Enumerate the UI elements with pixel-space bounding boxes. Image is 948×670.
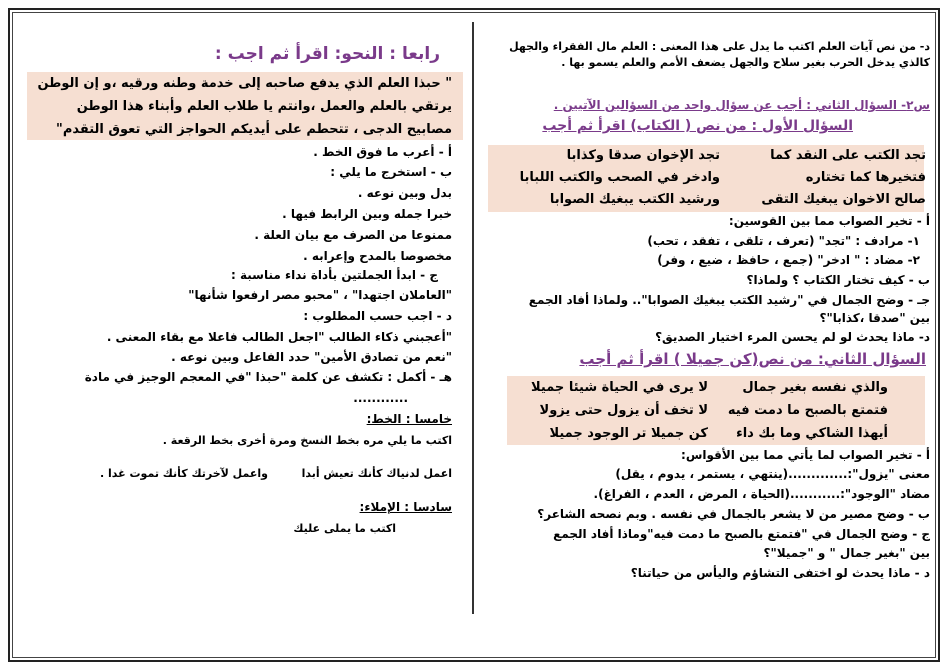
jamil-question-a: أ - تخير الصواب لما يأتي مما بين الأقواس: [681, 448, 930, 462]
kitab-verse-3a: صالح الاخوان يبغيك التقى [761, 192, 926, 207]
column-divider [472, 22, 474, 614]
jamil-question-c-line-2: بين "بغير جمال " و "جميلا"؟ [763, 546, 930, 560]
kitab-question-a1: ١- مرادف : "تجد" (تعرف ، تلقى ، تفقد ، تحب) [647, 234, 920, 248]
jamil-verse-1b: لا يرى في الحياة شيئا جميلا [531, 380, 708, 395]
kitab-question-c-line-1: جـ - وضح الجمال في "رشيد الكتب يبغيك الصوابا".. ولماذا أفاد الجمع [528, 293, 930, 307]
question-d-line-1: د- من نص آيات العلم اكتب ما يدل على هذا المعنى : العلم مال الفقراء والجهل [509, 40, 930, 53]
grammar-question-d: د - اجب حسب المطلوب : [303, 309, 452, 323]
jamil-question-a1: معنى "يزول":.............(ينتهي ، يستمر ، يدوم ، يقل) [615, 467, 930, 481]
grammar-question-c: ج - ابدأ الجملتين بأداة نداء مناسبة : [230, 268, 438, 282]
grammar-question-d1: "أعجبني ذكاء الطالب "اجعل الطالب فاعلا مع بقاء المعنى . [106, 330, 452, 344]
grammar-question-c1: "العاملان اجتهدا" ، "محبو مصر ارفعوا شأنها" [188, 288, 452, 302]
grammar-question-b4: مخصوصا بالمدح وإعرابه . [303, 249, 452, 263]
kitab-verse-2b: وادخر في الصحب والكتب اللبابا [519, 170, 720, 185]
handwriting-text-b: واعمل لآخرتك كأنك تموت غدا . [100, 467, 268, 480]
grammar-passage-line-3: مصابيح الدجى ، تتحطم على أيديكم الحواجز التي تعوق التقدم" [56, 122, 452, 137]
grammar-question-a: أ - أعرب ما فوق الخط . [313, 145, 452, 159]
jamil-verse-3b: كن جميلا تر الوجود جميلا [549, 426, 708, 441]
kitab-verse-1a: تجد الكتب على النقد كما [770, 148, 926, 163]
jamil-question-c-line-1: ج - وضح الجمال في "فتمتع بالصبح ما دمت فيه"وماذا أفاد الجمع [553, 527, 930, 541]
dictation-task: اكتب ما يملى عليك [293, 522, 396, 535]
jamil-verse-3a: أيهذا الشاكي وما بك داء [736, 426, 888, 441]
grammar-passage-line-2: يرتقي بالعلم والعمل ،وانتم يا طلاب العلم وأبناء هذا الوطن [76, 99, 452, 114]
grammar-question-d2: "نعم من تصادق الأمين" حدد الفاعل وبين نوعه . [171, 350, 452, 364]
jamil-question-a2: مضاد "الوجود":...........(الحياة ، المرض ، العدم ، الفراغ). [593, 487, 930, 501]
jamil-verse-2a: فتمتع بالصبح ما دمت فيه [727, 403, 888, 418]
dictation-heading: سادسا : الإملاء: [359, 500, 452, 514]
grammar-question-b2: خبرا جمله وبين الرابط فيها . [282, 207, 452, 221]
grammar-question-b: ب - استخرج ما يلي : [330, 165, 452, 179]
first-question-heading: السؤال الأول : من نص ( الكتاب) اقرأ ثم أجب [542, 118, 853, 134]
question-2-heading: س٢- السؤال الثاني : أجب عن سؤال واحد من السؤالين الآتيين . [553, 98, 930, 112]
question-d-line-2: كالذي يدخل الحرب بغير سلاح والجهل يضعف الأمم والعلم يسمو بها . [561, 56, 930, 69]
handwriting-task: اكتب ما يلي مره بخط النسخ ومرة أخرى بخط الرقعة . [162, 434, 452, 447]
jamil-verse-2b: لا تخف أن يزول حتى يزولا [539, 403, 708, 418]
handwriting-heading: خامسا : الخط: [366, 412, 452, 426]
grammar-question-e-dots: ............ [353, 391, 408, 405]
kitab-question-d: د- ماذا يحدث لو لم يحسن المرء اختيار الصديق؟ [655, 330, 930, 344]
handwriting-text-a: اعمل لدنياك كأنك تعيش أبدا [301, 467, 452, 480]
second-question-heading: السؤال الثاني: من نص(كن جميلا ) اقرأ ثم أجب [579, 350, 926, 368]
kitab-verse-2a: فتخيرها كما تختاره [805, 170, 926, 185]
kitab-question-b: ب - كيف تختار الكتاب ؟ ولماذا؟ [746, 273, 930, 287]
kitab-question-a2: ٢- مضاد : " ادخر" (جمع ، حافظ ، ضيع ، وفر) [657, 253, 920, 267]
grammar-question-b1: بدل وبين نوعه . [357, 186, 452, 200]
grammar-passage-line-1: " حبذا العلم الذي يدفع صاحبه إلى خدمة وطنه ورقيه ،و إن الوطن [37, 76, 452, 91]
jamil-question-d: د - ماذا يحدث لو اختفى التشاؤم واليأس من حياتنا؟ [630, 566, 930, 580]
kitab-verse-3b: ورشيد الكتب يبغيك الصوابا [549, 192, 720, 207]
jamil-question-b: ب - وضح مصير من لا يشعر بالجمال في نفسه . وبم نصحه الشاعر؟ [537, 507, 930, 521]
grammar-heading: رابعا : النحو: اقرأ ثم اجب : [214, 44, 440, 64]
jamil-verse-1a: والذي نفسه بغير جمال [742, 380, 888, 395]
kitab-verse-1b: تجد الإخوان صدقا وكذابا [566, 148, 720, 163]
kitab-question-c-line-2: بين "صدقا ،كذابا"؟ [819, 311, 930, 325]
kitab-question-a: أ - تخير الصواب مما بين القوسين: [728, 214, 930, 228]
grammar-question-e: هـ - أكمل : تكشف عن كلمة "حبذا "في المعجم الوجيز في مادة [84, 370, 452, 384]
grammar-question-b3: ممنوعا من الصرف مع بيان العلة . [254, 228, 452, 242]
